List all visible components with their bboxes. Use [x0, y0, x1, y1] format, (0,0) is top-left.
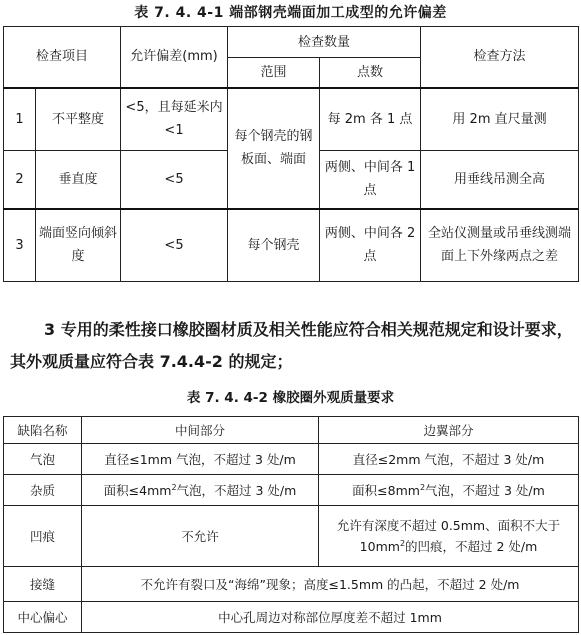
table-row [4, 602, 579, 633]
table-row [4, 506, 579, 567]
row-method: 用 2m 直尺量测 [421, 88, 579, 151]
edge-text-a: 允许有深度不超过 0.5mm、面积不大于 10mm [336, 518, 561, 554]
row-span-text: 中心孔周边对称部位厚度差不超过 1mm [82, 602, 579, 633]
middle-text-b: 气泡，不超过 3 处/m [176, 482, 297, 498]
row-points: 两侧、中间各 2 点 [320, 209, 421, 282]
row-number: 3 [4, 209, 36, 282]
table1-title: 表 7. 4. 4-1 端部钢壳端面加工成型的允许偏差 [134, 5, 447, 21]
row-method: 用垂线吊测全高 [421, 151, 579, 209]
row-defect: 杂质 [4, 475, 82, 506]
header-middle: 中间部分 [82, 417, 319, 444]
row-points: 每 2m 各 1 点 [320, 88, 421, 151]
row-edge: 直径≤2mm 气泡，不超过 3 处/m [319, 444, 579, 475]
row-item: 垂直度 [36, 151, 121, 209]
superscript: 2 [171, 482, 177, 492]
table-row [4, 444, 579, 475]
row-number: 1 [4, 88, 36, 151]
row-method: 全站仪测量或吊垂线测端面上下外缘两点之差 [421, 209, 579, 282]
table-row [4, 88, 579, 151]
body-paragraph: 3 专用的柔性接口橡胶圈材质及相关性能应符合相关规范规定和设计要求，其外观质量应符合表 7.4.4-2 的规定； [10, 320, 573, 371]
rubber-ring-quality-table [3, 416, 579, 633]
table1-header-row [4, 27, 579, 58]
row-span-text: 不允许有裂口及“海绵”现象；高度≤1.5mm 的凸起，不超过 2 处/m [82, 567, 579, 602]
header-points: 点数 [320, 58, 421, 88]
row-defect: 凹痕 [4, 506, 82, 567]
middle-text-a: 面积≤4mm [103, 482, 172, 498]
table-row [4, 209, 579, 282]
header-defect: 缺陷名称 [4, 417, 82, 444]
table2-header-row [4, 417, 579, 444]
table-row [4, 567, 579, 602]
table-row [4, 475, 579, 506]
row-defect: 气泡 [4, 444, 82, 475]
row-middle: 不允许 [82, 506, 319, 567]
row-tolerance: <5 [121, 151, 228, 209]
superscript: 2 [399, 538, 406, 548]
superscript: 2 [419, 482, 426, 492]
row-edge [319, 475, 579, 506]
row-edge [319, 506, 579, 567]
row-defect: 中心偏心 [4, 602, 82, 633]
header-quantity: 检查数量 [228, 27, 421, 58]
row-item: 不平整度 [36, 88, 121, 151]
row-middle [82, 475, 319, 506]
tolerance-table [3, 26, 579, 282]
header-tolerance: 允许偏差(mm) [121, 27, 228, 88]
row-points: 两侧、中间各 1 点 [320, 151, 421, 209]
edge-text-b: 的凹痕，不超过 2 处/m [405, 539, 538, 554]
edge-text-b: 气泡，不超过 3 处/m [425, 482, 545, 498]
row-range: 每个钢壳 [228, 209, 320, 282]
row-range: 每个钢壳的钢板面、端面 [228, 88, 320, 209]
row-middle: 直径≤1mm 气泡，不超过 3 处/m [82, 444, 319, 475]
header-method: 检查方法 [421, 27, 579, 88]
header-range: 范围 [228, 58, 320, 88]
row-number: 2 [4, 151, 36, 209]
table2-title: 表 7. 4. 4-2 橡胶圈外观质量要求 [186, 390, 395, 406]
row-tolerance: <5 [121, 209, 228, 282]
row-item: 端面竖向倾斜度 [36, 209, 121, 282]
header-item: 检查项目 [4, 27, 121, 88]
header-edge: 边翼部分 [319, 417, 579, 444]
row-defect: 接缝 [4, 567, 82, 602]
row-tolerance: <5，且每延米内<1 [121, 88, 228, 151]
edge-text-a: 面积≤8mm [352, 482, 420, 498]
